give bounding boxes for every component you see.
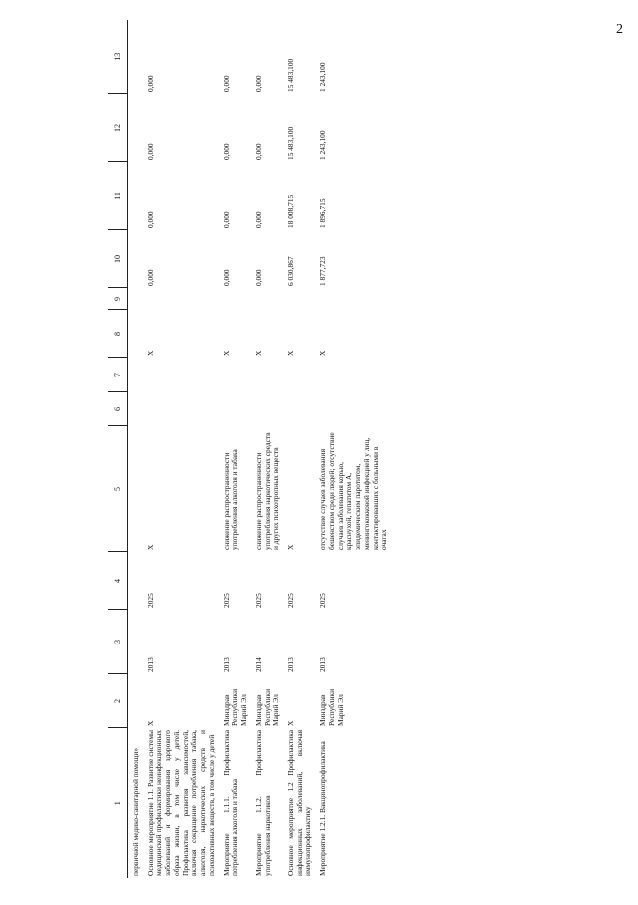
- table-cell-col-11: 0,000: [145, 211, 155, 228]
- table-cell-col-1: Мероприятие 1.2.1. Вакцинопрофилактика: [318, 741, 328, 876]
- col-header: 5: [108, 426, 128, 552]
- table-cell-col-2: Минздрав Республики Марий Эл: [318, 688, 345, 726]
- table-cell-col-4: 2025: [286, 593, 296, 608]
- table-cell-col-5: отсутствие случаев заболевания бешенством среди людей; отсутствие случаев заболевания корью, краснухой, гепатитом А, эпидемическим паротитом, менингококковой инфекцией у лиц, контактировавших с больными в очагах: [318, 432, 389, 550]
- table-cell-col-1: Основное мероприятие 1.2 Профилактика инфекционных заболеваний, включая иммунопрофилактику: [286, 730, 313, 876]
- col-header: 10: [108, 230, 128, 288]
- table-cell-col-6: [221, 392, 253, 426]
- table-cell-col-9: [317, 288, 393, 310]
- table-cell-col-4: [128, 552, 145, 610]
- table-cell-col-12: 0,000: [145, 143, 155, 160]
- table-cell-col-3: 2013: [286, 657, 296, 672]
- table-cell-col-8: Х: [145, 350, 155, 356]
- col-header: 7: [108, 358, 128, 392]
- table-cell-col-5: Х: [145, 544, 155, 550]
- table-body: [128, 20, 394, 878]
- table-cell-col-10: 0,000: [145, 269, 155, 286]
- table-cell-col-6: [128, 392, 145, 426]
- col-header: 6: [108, 392, 128, 426]
- table-cell-col-3: 2013: [145, 657, 155, 672]
- table-cell-col-7: [145, 358, 221, 392]
- table-cell-col-11: [128, 162, 145, 230]
- table-cell-col-3: 2014: [253, 657, 263, 672]
- table-cell-col-10: 6 030,867: [286, 256, 296, 286]
- table-cell-col-5: снижение распространенности употребления алкоголя и табака: [221, 449, 240, 550]
- table-cell-col-4: 2025: [221, 593, 231, 608]
- col-header: 2: [108, 674, 128, 728]
- table-cell-col-2: [128, 674, 145, 728]
- table-cell-col-2: Минздрав Республики Марий Эл: [253, 688, 281, 726]
- table-cell-col-1: Основное мероприятие 1.1. Развитие системы медицинской профилактики неинфекционных заболеваний и формирования здорового образа жизни, в том числе у детей. Профилактика развития зависимостей, включая сокращение потребления табака, алкоголя, наркотических средств и психоактивных веществ, в том числе у детей: [145, 730, 216, 876]
- table-cell-col-9: [145, 288, 221, 310]
- table-cell-col-6: [317, 392, 393, 426]
- table-cell-col-8: [128, 310, 145, 358]
- col-header: 4: [108, 552, 128, 610]
- table-cell-col-5: снижение распространенности употребления наркотических средств и других психотропных веществ: [253, 432, 281, 550]
- table-cell-col-7: [128, 358, 145, 392]
- table-cell-col-12: [128, 94, 145, 162]
- table-cell-col-9: [221, 288, 253, 310]
- col-header: 8: [108, 310, 128, 358]
- col-header: 3: [108, 610, 128, 674]
- table-cell-col-8: Х: [253, 350, 263, 356]
- table-cell-col-10: 1 877,723: [318, 256, 328, 286]
- table-cell-col-10: 0,000: [221, 269, 231, 286]
- table-cell-col-11: 0,000: [253, 211, 263, 228]
- table-cell-col-13: 1 243,100: [318, 62, 328, 92]
- table-cell-col-8: Х: [318, 350, 328, 356]
- table-cell-col-13: 15 483,100: [286, 58, 296, 92]
- table-cell-col-12: 0,000: [221, 143, 231, 160]
- table-cell-col-9: [128, 288, 145, 310]
- col-header: 13: [108, 20, 128, 94]
- col-header: 12: [108, 94, 128, 162]
- table-cell-col-9: [253, 288, 285, 310]
- header-row: [108, 20, 128, 878]
- table-cell-col-7: [317, 358, 393, 392]
- table-cell-col-11: 1 896,715: [318, 198, 328, 228]
- table-cell-col-6: [285, 392, 317, 426]
- table-row: [253, 20, 285, 878]
- table-row: [317, 20, 393, 878]
- table-cell-col-9: [285, 288, 317, 310]
- rotated-table-container: [108, 20, 528, 878]
- table-cell-col-6: [253, 392, 285, 426]
- table-cell-col-1: Мероприятие 1.1.1. Профилактика потребления алкоголя и табака: [221, 730, 240, 876]
- table-cell-col-13: 0,000: [145, 75, 155, 92]
- table-cell-col-4: 2025: [253, 593, 263, 608]
- table-cell-col-5: Х: [286, 544, 296, 550]
- table-cell-col-12: 15 483,100: [286, 126, 296, 160]
- table-cell-col-2: Х: [286, 720, 296, 726]
- page-number: 2: [616, 22, 623, 37]
- table-cell-col-5: [128, 426, 145, 552]
- table-cell-col-8: Х: [286, 350, 296, 356]
- table-row: [128, 20, 145, 878]
- table-cell-col-7: [221, 358, 253, 392]
- col-header: 9: [108, 288, 128, 310]
- table-cell-col-10: 0,000: [253, 269, 263, 286]
- table-cell-col-11: 18 008,715: [286, 194, 296, 228]
- table-cell-col-7: [253, 358, 285, 392]
- table-cell-col-2: Минздрав Республики Марий Эл: [221, 688, 249, 726]
- table-row: [285, 20, 317, 878]
- table-cell-col-8: Х: [221, 350, 231, 356]
- table-cell-col-3: 2013: [318, 657, 328, 672]
- table-cell-col-13: 0,000: [253, 75, 263, 92]
- table-cell-col-11: 0,000: [221, 211, 231, 228]
- table-row: [145, 20, 221, 878]
- table-row: [221, 20, 253, 878]
- col-header: 11: [108, 162, 128, 230]
- events-table: [108, 20, 393, 878]
- table-cell-col-2: Х: [145, 720, 155, 726]
- table-cell-col-12: 0,000: [253, 143, 263, 160]
- col-header: 1: [108, 728, 128, 878]
- table-cell-col-4: 2025: [318, 593, 328, 608]
- table-cell-col-7: [285, 358, 317, 392]
- table-cell-col-6: [145, 392, 221, 426]
- table-cell-col-1: первичной медико-санитарной помощи»: [131, 747, 140, 876]
- table-cell-col-13: 0,000: [221, 75, 231, 92]
- table-cell-col-13: [128, 20, 145, 94]
- table-cell-col-3: 2013: [221, 657, 231, 672]
- table-cell-col-1: Мероприятие 1.1.2. Профилактика употребления наркотиков: [253, 730, 272, 876]
- table-cell-col-10: [128, 230, 145, 288]
- table-cell-col-4: 2025: [145, 593, 155, 608]
- table-cell-col-3: [128, 610, 145, 674]
- table-cell-col-12: 1 243,100: [318, 130, 328, 160]
